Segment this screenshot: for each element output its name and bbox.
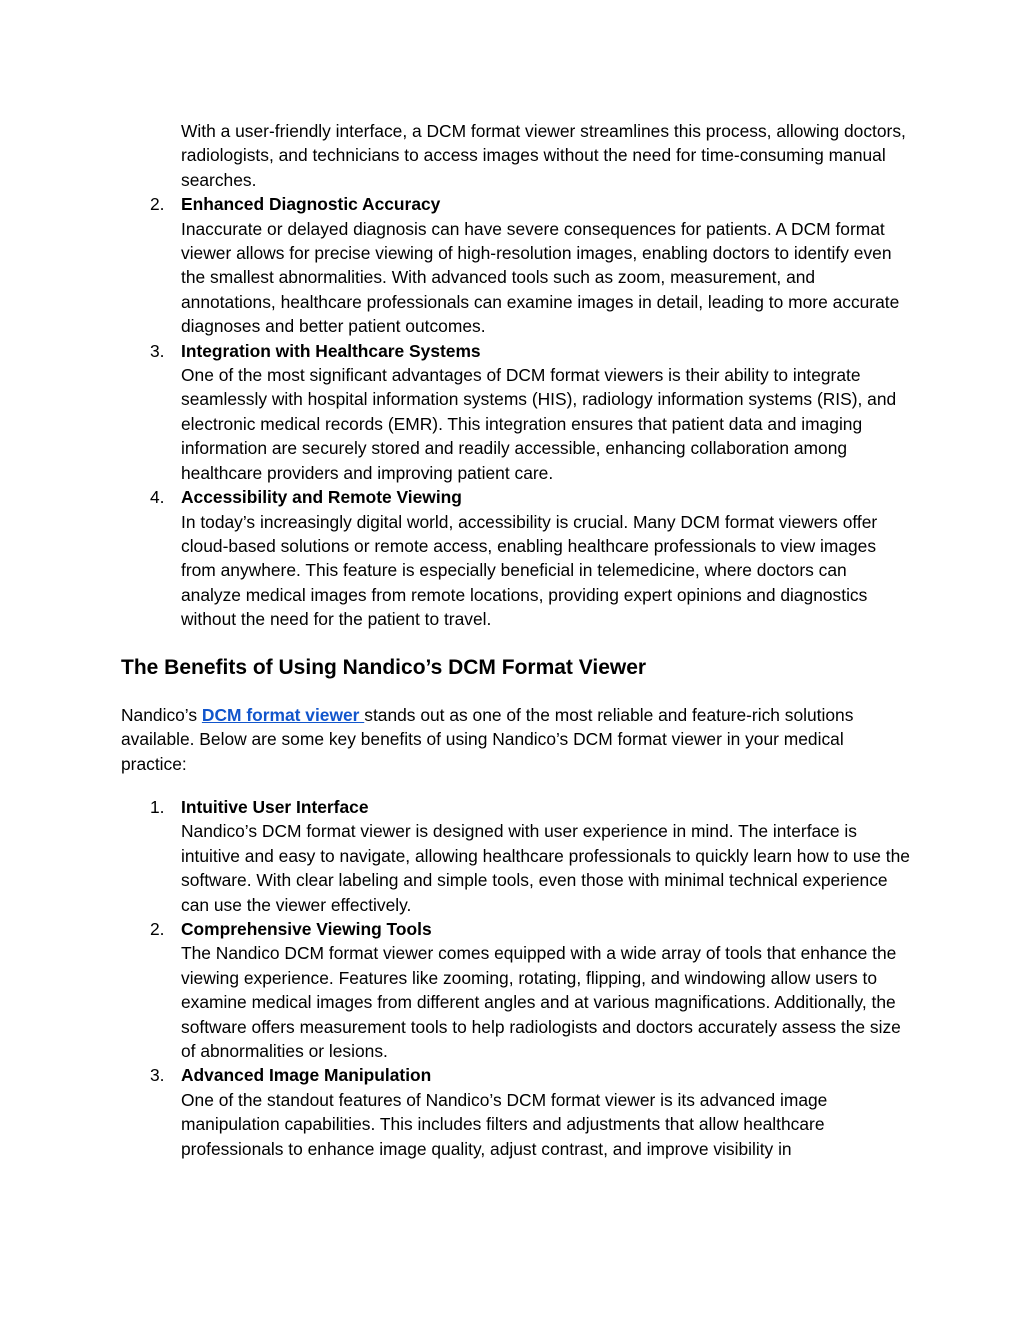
list-item-continuation: With a user-friendly interface, a DCM format viewer streamlines this process, allowing doctors, radiologists, and technicians to access images without the need for time-consuming manual searches. <box>181 121 906 190</box>
list-item-title: Intuitive User Interface <box>181 797 369 817</box>
list-item-number: 4. <box>150 487 165 508</box>
dcm-format-viewer-link[interactable]: DCM format viewer <box>201 705 365 725</box>
list-item-body: The Nandico DCM format viewer comes equipped with a wide array of tools that enhance the viewing experience. Features like zooming, rotating, flipping, and windowing allow users to examine medical images from different angles and at various magnifications. Additionally, the software offers measurement tools to help radiologists and doctors accurately assess the size of abnormalities or lesions. <box>181 943 901 1062</box>
list-item <box>121 795 911 917</box>
list-item-number: 1. <box>150 797 165 817</box>
list-item-body: In today’s increasingly digital world, accessibility is crucial. Many DCM format viewers offer cloud-based solutions or remote access, enabling healthcare professionals to view images from anywhere. This feature is especially beneficial in telemedicine, where doctors can analyze medical images from remote locations, providing expert opinions and diagnostics without the need for the patient to travel. <box>181 511 878 630</box>
list-item-body: One of the most significant advantages of DCM format viewers is their ability to integrate seamlessly with hospital information systems (HIS), radiology information systems (RIS), and electronic medical records (EMR). This integration ensures that patient data and imaging information are securely stored and readily accessible, enhancing collaboration among healthcare providers and improving patient care. <box>181 365 897 483</box>
benefits-list-continued <box>121 119 911 632</box>
list-item-number: 3. <box>150 1065 165 1086</box>
list-item <box>121 917 911 1063</box>
list-item-body: One of the standout features of Nandico’s DCM format viewer is its advanced image manipulation capabilities. This includes filters and adjustments that allow healthcare professionals to enhance image quality, adjust contrast, and improve visibility in <box>181 1089 828 1159</box>
list-item <box>121 192 911 338</box>
list-item-title: Advanced Image Manipulation <box>181 1065 432 1086</box>
list-item <box>121 1063 911 1161</box>
nandico-benefits-list <box>121 795 911 1161</box>
list-item-title: Accessibility and Remote Viewing <box>181 487 462 508</box>
list-item-body: Nandico’s DCM format viewer is designed with user experience in mind. The interface is intuitive and easy to navigate, allowing healthcare professionals to quickly learn how to use the software. With clear labeling and simple tools, even those with minimal technical experience can use the viewer effectively. <box>181 821 910 915</box>
list-item-number: 3. <box>150 340 165 361</box>
list-item-body: Inaccurate or delayed diagnosis can have severe consequences for patients. A DCM format viewer allows for precise viewing of high-resolution images, enabling doctors to identify even the smallest abnormalities. With advanced tools such as zoom, measurement, and annotations, healthcare professionals can examine images in detail, leading to more accurate diagnoses and better patient outcomes. <box>181 218 900 337</box>
section-heading: The Benefits of Using Nandico’s DCM Format Viewer <box>121 656 647 679</box>
list-item-number: 2. <box>150 919 165 940</box>
intro-text-after-link: stands out as one of the most reliable and feature-rich solutions available. Below are some key benefits of using Nandico’s DCM format viewer in your medical practice: <box>121 705 854 774</box>
intro-paragraph <box>121 703 911 776</box>
list-item-title: Enhanced Diagnostic Accuracy <box>181 194 441 215</box>
list-item-title: Comprehensive Viewing Tools <box>181 919 432 940</box>
list-item <box>121 485 911 631</box>
list-item <box>121 339 911 485</box>
list-item-number: 2. <box>150 194 165 215</box>
list-item-title: Integration with Healthcare Systems <box>181 340 481 361</box>
intro-text-before-link: Nandico’s <box>121 705 202 725</box>
